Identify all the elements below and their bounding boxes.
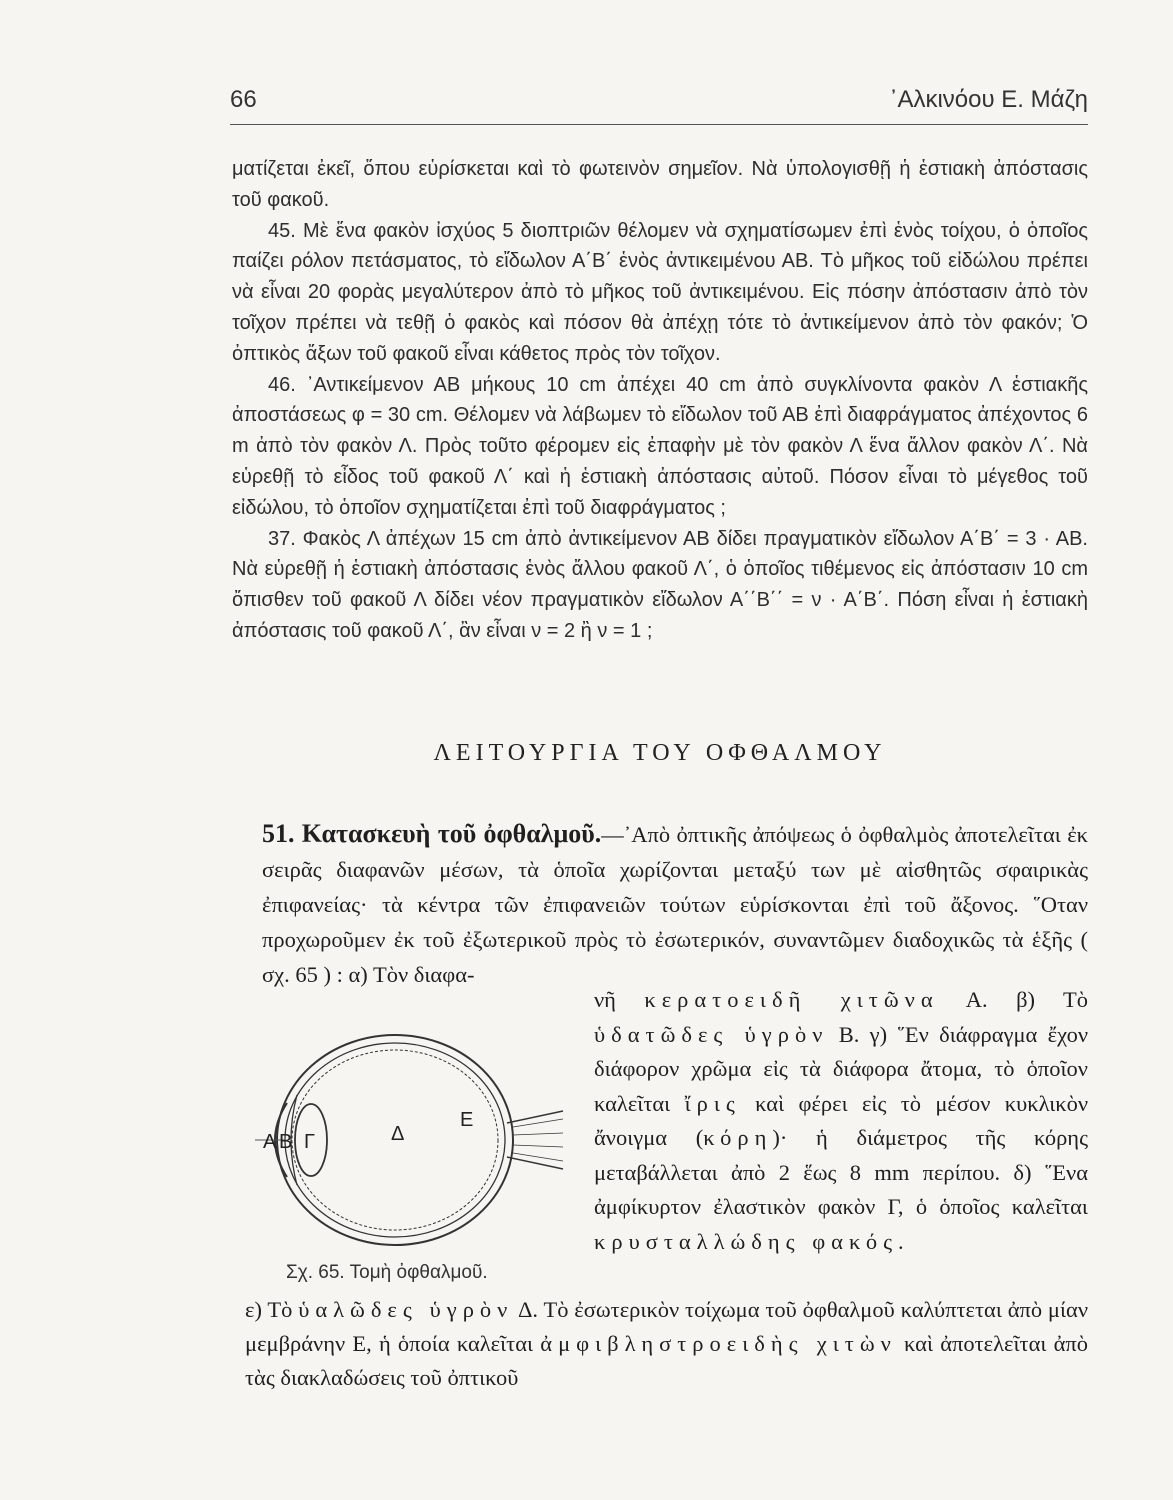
exercise-37: 37. Φακὸς Λ ἀπέχων 15 cm ἀπὸ ἀντικείμενον ΑΒ δίδει πραγματικὸν εἴδωλον Α΄Β΄ = 3 · ΑΒ. Νὰ εὑρεθῇ ἡ ἑστιακὴ ἀπόστασις ἑνὸς ἄλλου φακοῦ Λ΄, ὁ ὁποῖος τιθέμενος εἰς ἀπόστασιν 10 cm ὄπισθεν τοῦ φακοῦ Λ δίδει νέον πραγματικὸν εἴδωλον Α΄΄Β΄΄ = ν · Α΄Β΄. Πόση εἶναι ἡ ἑστιακὴ ἀπόστασις τοῦ φακοῦ Λ΄, ἂν εἶναι ν = 2 ἢ ν = 1 ; bbox=[232, 527, 1088, 642]
header-rule bbox=[230, 124, 1088, 125]
label-E: Ε bbox=[460, 1109, 474, 1131]
text-run: καὶ φέρει εἰς τὸ μέσον κυκλικὸν ἄνοιγμα ( bbox=[594, 1090, 1089, 1150]
spaced-term-aqueous: ὑδατῶδες ὑγρὸν bbox=[594, 1021, 829, 1047]
running-title: ᾽Αλκινόου Ε. Μάζη bbox=[889, 86, 1088, 113]
label-D: Δ bbox=[391, 1123, 405, 1145]
spaced-term-pupil: κόρη bbox=[703, 1125, 773, 1150]
text-run: Α. β) Τὸ bbox=[965, 987, 1089, 1012]
text-run: νῆ bbox=[594, 987, 616, 1012]
exercise-45: 45. Μὲ ἕνα φακὸν ἰσχύος 5 διοπτριῶν θέλομεν νὰ σχηματίσωμεν ἐπὶ ἑνὸς τοίχου, ὁ ὁποῖος παίζει ρόλον πετάσματος, τὸ εἴδωλον Α΄Β΄ ἑνὸς ἀντικειμένου ΑΒ. Τὸ μῆκος τοῦ εἰδώλου πρέπει νὰ εἶναι 20 φορὰς μεγαλύτερον ἀπὸ τὸ μῆκος τοῦ ἀντικειμένου. Εἰς πόσην ἀπόστασιν ἀπὸ τὸν τοῖχον πρέπει νὰ τεθῇ ὁ φακὸς καὶ πόσον θὰ ἀπέχῃ τότε τὸ ἀντικείμενον ἀπὸ τὸν φακόν; Ὁ ὀπτικὸς ἄξων τοῦ φακοῦ εἶναι κάθετος πρὸς τὸν τοῖχον. bbox=[232, 219, 1088, 365]
text-run: Β. γ) ῞Εν διάφραγμα ἔχον διάφορον χρῶμα εἰς τὰ διάφορα ἄτομα, τὸ ὁποῖον καλεῖται bbox=[594, 1021, 1089, 1116]
exercise-46: 46. ᾽Αντικείμενον ΑΒ μήκους 10 cm ἀπέχει 40 cm ἀπὸ συγκλίνοντα φακὸν Λ ἑστιακῆς ἀποστάσεως φ = 30 cm. Θέλομεν νὰ λάβωμεν τὸ εἴδωλον τοῦ ΑΒ ἐπὶ διαφράγματος ἀπέχοντος 6 m ἀπὸ τὸν φακὸν Λ. Πρὸς τοῦτο φέρομεν εἰς ἐπαφὴν μὲ τὸν φακὸν Λ ἕνα ἄλλον φακὸν Λ΄. Νὰ εὑρεθῇ τὸ εἶδος τοῦ φακοῦ Λ΄ καὶ ἡ ἑστιακὴ ἀπόστασις αὐτοῦ. Πόσον εἶναι τὸ μέγεθος τοῦ εἰδώλου, τὸ ὁποῖον σχηματίζεται ἐπὶ τοῦ διαφράγματος ; bbox=[232, 373, 1088, 519]
eye-figure bbox=[245, 1015, 575, 1265]
article-intro-text: —᾽Απὸ ὀπτικῆς ἀπόψεως ὁ ὀφθαλμὸς ἀποτελεῖται ἐκ σειρᾶς διαφανῶν μέσων, τὰ ὁποῖα χωρίζονται μεταξύ των μὲ αἰσθητῶς σφαιρικὰς ἐπιφανείας· τὰ κέντρα τῶν ἐπιφανειῶν τούτων εὑρίσκονται ἐπὶ τοῦ ἄξονος. ῞Οταν προχωροῦμεν ἐκ τοῦ ἐξωτερικοῦ πρὸς τὸ ἐσωτερικόν, συναντῶμεν διαδοχικῶς τὰ ἑξῆς ( σχ. 65 ) : α) Τὸν διαφα- bbox=[262, 822, 1088, 987]
text-run: . bbox=[897, 1228, 904, 1254]
optic-nerve-fibers bbox=[513, 1119, 563, 1161]
page-number: 66 bbox=[230, 86, 257, 113]
text-run: Δ. Τὸ ἐσωτερικὸν τοίχωμα τοῦ ὀφθαλμοῦ καλύπτεται ἀπὸ μίαν μεμβράνην Ε, ἡ ὁποία καλεῖται bbox=[245, 1297, 1089, 1356]
spaced-term-lens: κρυσταλλώδης φακός bbox=[594, 1228, 898, 1254]
text-run: ε) Τὸ bbox=[245, 1297, 293, 1322]
label-B: Β bbox=[279, 1131, 293, 1153]
section-title: ΛΕΙΤΟΥΡΓΙΑ ΤΟΥ ΟΦΘΑΛΜΟΥ bbox=[433, 740, 887, 766]
spaced-term-retina: ἀμφιβληστροειδὴς χιτὼν bbox=[540, 1331, 897, 1356]
eye-cross-section-diagram bbox=[245, 1015, 575, 1265]
text-run: καὶ ἀποτελεῖται ἀπὸ τὰς διακλαδώσεις τοῦ ὀπτικοῦ bbox=[245, 1331, 1089, 1390]
article-51-intro bbox=[262, 816, 1088, 992]
exercises-block bbox=[232, 154, 1088, 647]
article-51-continued bbox=[245, 1293, 1088, 1395]
figure-caption: Σχ. 65. Τομὴ ὀφθαλμοῦ. bbox=[286, 1262, 488, 1283]
spaced-term-iris: ἴρις bbox=[684, 1090, 741, 1116]
label-A: Α bbox=[263, 1131, 277, 1153]
optic-nerve-outline bbox=[507, 1111, 563, 1169]
article-heading: 51. Κατασκευὴ τοῦ ὀφθαλμοῦ. bbox=[262, 819, 602, 848]
label-G: Γ bbox=[304, 1131, 316, 1153]
text-run: )· ἡ διάμετρος τῆς κόρης μεταβάλλεται ἀπὸ 2 ἕως 8 mm περίπου. δ) ῞Ενα ἀμφίκυρτον ἐλαστικὸν φακὸν Γ, ὁ ὁποῖος καλεῖται bbox=[594, 1125, 1088, 1219]
article-51-column bbox=[594, 983, 1088, 1259]
spaced-term-cornea: κερατοειδῆ χιτῶνα bbox=[644, 987, 939, 1012]
paragraph-continued: ματίζεται ἐκεῖ, ὅπου εὑρίσκεται καὶ τὸ φωτεινὸν σημεῖον. Νὰ ὑπολογισθῇ ἡ ἑστιακὴ ἀπόστασις τοῦ φακοῦ. bbox=[232, 158, 1088, 211]
page-header bbox=[230, 86, 1088, 126]
spaced-term-vitreous: ὑαλῶδες ὑγρὸν bbox=[298, 1297, 514, 1322]
